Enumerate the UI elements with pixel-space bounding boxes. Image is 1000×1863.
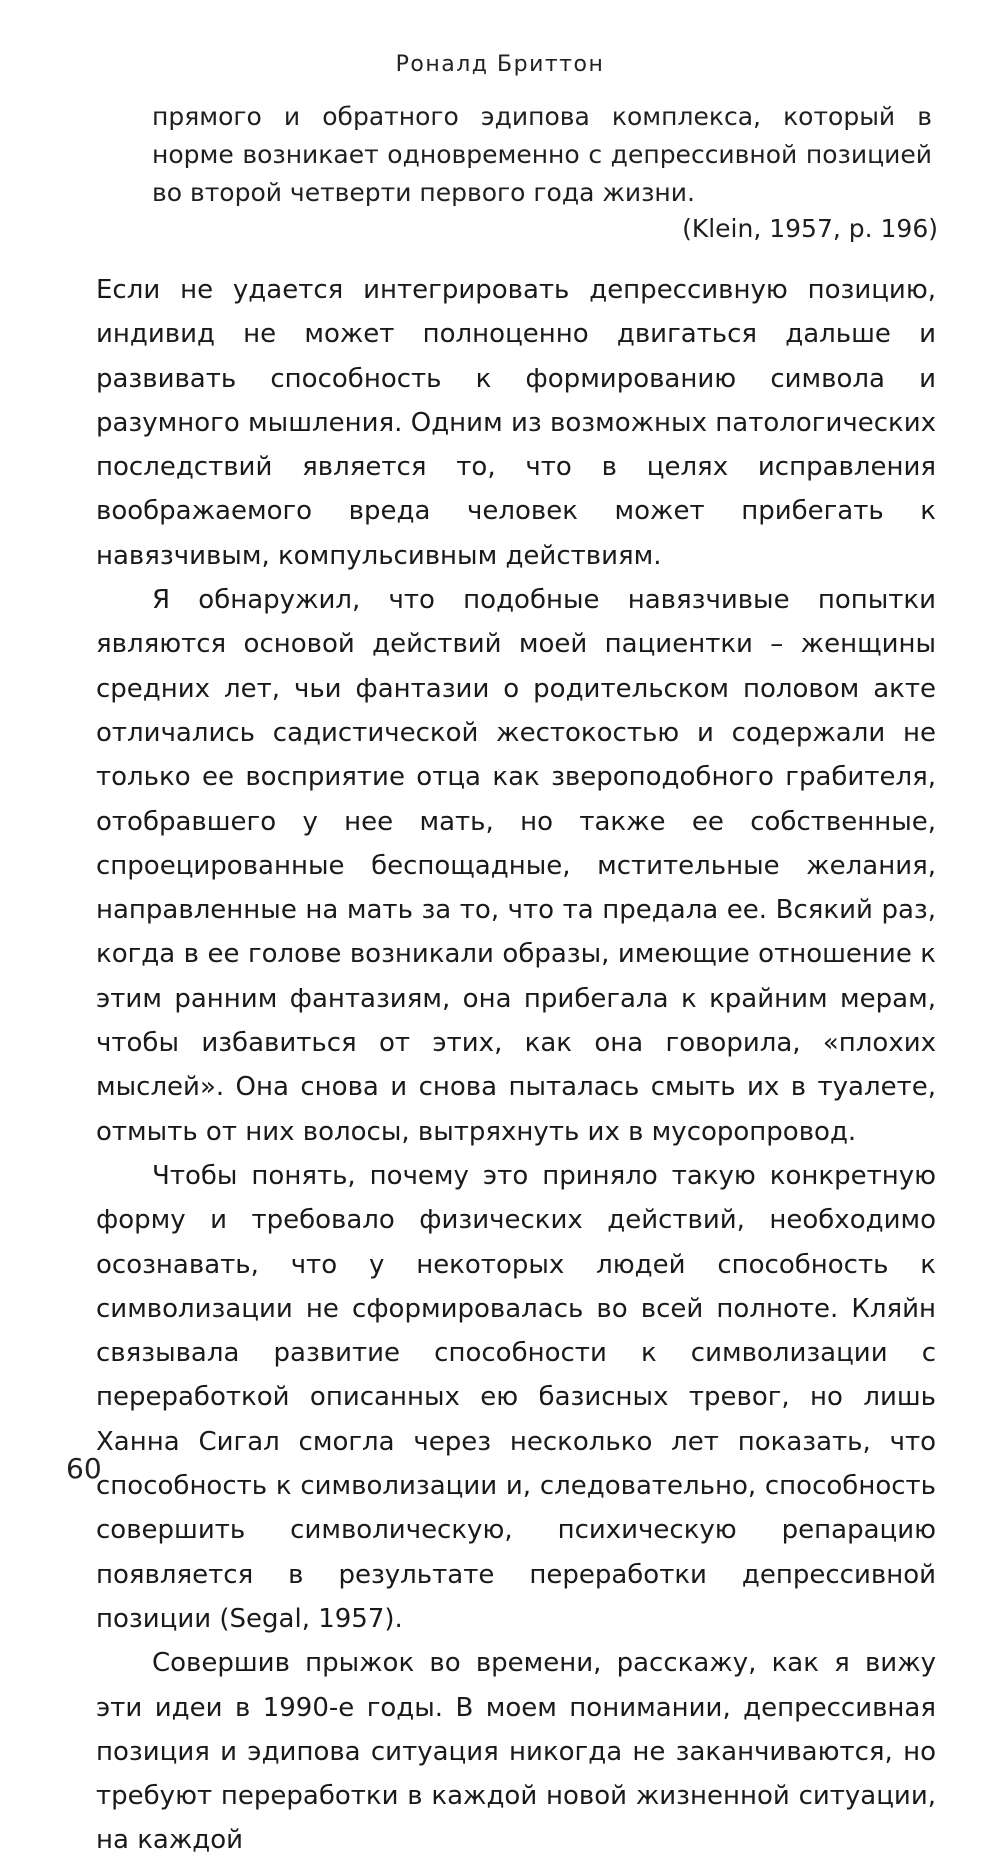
quote-text: прямого и обратного эдипова комплекса, который в норме возникает одновременно с депрессивной позицией во второй четверти первого года жизни. bbox=[152, 102, 932, 207]
block-quote bbox=[152, 98, 932, 212]
paragraph-1: Если не удается интегрировать депрессивную позицию, индивид не может полноценно двигаться дальше и развивать способность к формированию символа и разумного мышления. Одним из возможных патологических последствий является то, что в целях исправления воображаемого вреда человек может прибегать к навязчивым, компульсивным действиям. bbox=[96, 275, 936, 571]
paragraph-2: Я обнаружил, что подобные навязчивые попытки являются основой действий моей пациентки – женщины средних лет, чьи фантазии о родительском половом акте отличались садистической жестокостью и содержали не только ее восприятие отца как звероподобного грабителя, отобравшего у нее мать, но также ее собственные, спроецированные беспощадные, мстительные желания, направленные на мать за то, что та предала ее. Всякий раз, когда в ее голове возникали образы, имеющие отношение к этим ранним фантазиям, она прибегала к крайним мерам, чтобы избавиться от этих, как она говорила, «плохих мыслей». Она снова и снова пыталась смыть их в туалете, отмыть от них волосы, вытряхнуть их в мусоропровод. bbox=[96, 585, 936, 1147]
paragraph-3: Чтобы понять, почему это приняло такую конкретную форму и требовало физических действий, необходимо осознавать, что у некоторых людей способность к символизации не сформировалась во всей полноте. Кляйн связывала развитие способности к символизации с переработкой описанных ею базисных тревог, но лишь Ханна Сигал смогла через несколько лет показать, что способность к символизации и, следовательно, способность совершить символическую, психическую репарацию появляется в результате переработки депрессивной позиции (Segal, 1957). bbox=[96, 1160, 936, 1634]
body-text bbox=[96, 268, 936, 1863]
running-head: Роналд Бриттон bbox=[395, 52, 605, 77]
quote-citation: (Klein, 1957, p. 196) bbox=[682, 214, 938, 243]
paragraph-4: Совершив прыжок во времени, расскажу, как я вижу эти идеи в 1990-е годы. В моем понимании, депрессивная позиция и эдипова ситуация никогда не заканчиваются, но требуют переработки в каждой новой жизненной ситуации, на каждой bbox=[96, 1648, 936, 1856]
page-number: 60 bbox=[66, 1452, 102, 1485]
